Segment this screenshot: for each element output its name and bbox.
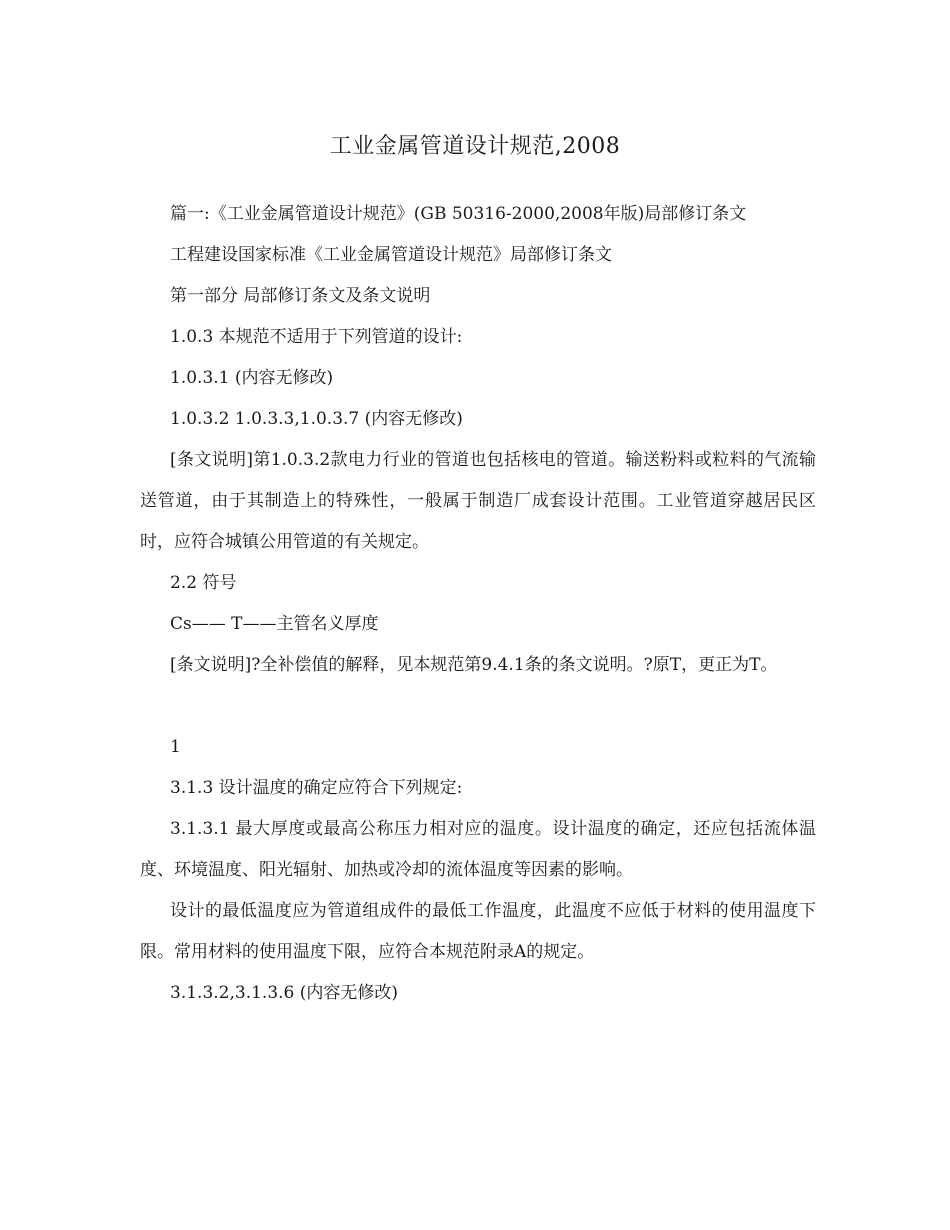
paragraph-clause-1-0-3: 1.0.3 本规范不适用于下列管道的设计: bbox=[170, 327, 463, 347]
paragraph-explanation-2: [条文说明]?全补偿值的解释，见本规范第9.4.1条的条文说明。?原T，更正为T。 bbox=[170, 655, 778, 675]
paragraph-explanation-1: [条文说明]第1.0.3.2款电力行业的管道也包括核电的管道。输送粉料或粒料的气流输送管道，由于其制造上的特殊性，一般属于制造厂成套设计范围。工业管道穿越居民区时，应符合城镇公用管道的有关规定。 bbox=[140, 450, 816, 552]
document-title: 工业金属管道设计规范,2008 bbox=[329, 134, 621, 159]
paragraph-symbol-definition: Cs—— T——主管名义厚度 bbox=[170, 614, 379, 634]
paragraph-clause-1-0-3-1: 1.0.3.1 (内容无修改) bbox=[170, 368, 334, 388]
paragraph-clause-1-0-3-2: 1.0.3.2 1.0.3.3,1.0.3.7 (内容无修改) bbox=[170, 409, 463, 429]
paragraph-intro: 篇一:《工业金属管道设计规范》(GB 50316-2000,2008年版)局部修订条文 bbox=[170, 204, 747, 224]
paragraph-clause-3-1-3: 3.1.3 设计温度的确定应符合下列规定: bbox=[170, 778, 463, 798]
paragraph-standard-name: 工程建设国家标准《工业金属管道设计规范》局部修订条文 bbox=[170, 245, 612, 265]
paragraph-clause-3-1-3-1: 3.1.3.1 最大厚度或最高公称压力相对应的温度。设计温度的确定，还应包括流体温度、环境温度、阳光辐射、加热或冷却的流体温度等因素的影响。 bbox=[140, 819, 816, 880]
paragraph-min-temperature: 设计的最低温度应为管道组成件的最低工作温度，此温度不应低于材料的使用温度下限。常用材料的使用温度下限，应符合本规范附录A的规定。 bbox=[140, 901, 816, 962]
page-number: 1 bbox=[170, 737, 181, 757]
paragraph-symbols-heading: 2.2 符号 bbox=[170, 573, 237, 593]
paragraph-part-heading: 第一部分 局部修订条文及条文说明 bbox=[170, 286, 431, 306]
paragraph-clause-3-1-3-2: 3.1.3.2,3.1.3.6 (内容无修改) bbox=[170, 983, 399, 1003]
